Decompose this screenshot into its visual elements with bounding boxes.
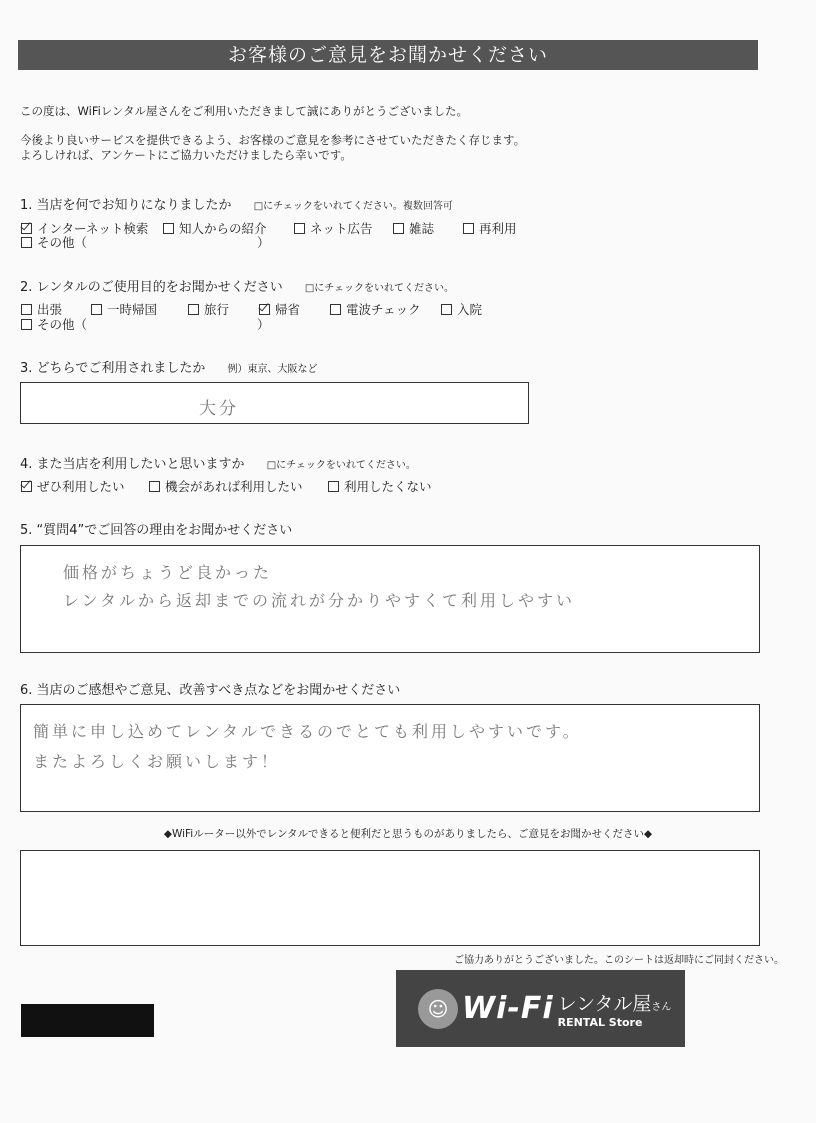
checkbox[interactable]	[463, 223, 474, 234]
q7-answer-box[interactable]	[20, 850, 760, 946]
question-4-label: 4. また当店を利用したいと思いますか	[20, 457, 245, 472]
q4-option-definitely[interactable]	[21, 477, 125, 495]
question-3-label: 3. どちらでご利用されましたか	[20, 361, 206, 376]
logo-jp-text: レンタル屋	[557, 992, 652, 1015]
option-label: 旅行	[204, 302, 230, 317]
paren-close: ）	[257, 235, 270, 250]
q3-handwritten-answer: 大分	[199, 399, 239, 419]
q4-option-no[interactable]	[328, 477, 432, 495]
q1-option-reuse[interactable]	[463, 219, 517, 237]
question-3	[20, 357, 318, 376]
question-1	[20, 194, 453, 213]
checkbox[interactable]	[294, 223, 305, 234]
checkbox[interactable]	[21, 237, 32, 248]
checkbox-checked[interactable]	[21, 223, 32, 234]
option-label: ぜひ利用したい	[37, 479, 125, 494]
option-label: その他	[37, 235, 75, 250]
question-2	[20, 276, 454, 295]
logo-san-text: さん	[651, 1001, 672, 1013]
question-2-label: 2. レンタルのご使用目的をお聞かせください	[20, 280, 283, 295]
checkbox[interactable]	[328, 481, 339, 492]
q6-handwritten-line-2: またよろしくお願いします！	[33, 752, 281, 771]
checkbox[interactable]	[91, 304, 102, 315]
mascot-icon: ☺	[418, 989, 458, 1029]
intro-line-1: この度は、WiFiレンタル屋さんをご利用いただきまして誠にありがとうございました。	[20, 104, 469, 118]
question-1-label: 1. 当店を何でお知りになりましたか	[20, 198, 232, 213]
q2-option-other[interactable]	[21, 315, 270, 333]
checkbox[interactable]	[441, 304, 452, 315]
option-label: 利用したくない	[344, 479, 432, 494]
question-5-label: 5. “質問4”でご回答の理由をお聞かせください	[20, 523, 293, 538]
q4-option-if-chance[interactable]	[149, 477, 303, 495]
option-label: 一時帰国	[107, 302, 158, 317]
option-label: ネット広告	[310, 221, 373, 236]
question-4-note: □にチェックをいれてください。	[266, 460, 416, 471]
checkbox[interactable]	[21, 319, 32, 330]
intro-line-3: よろしければ、アンケートにご協力いただけましたら幸いです。	[20, 148, 352, 162]
q2-option-signal-check[interactable]	[330, 300, 421, 318]
option-label: 帰省	[275, 302, 301, 317]
question-1-note: □にチェックをいれてください。複数回答可	[253, 201, 453, 212]
logo-wifi-text: Wi-Fi	[462, 991, 554, 1026]
brand-logo	[396, 970, 685, 1047]
q5-handwritten-line-2: レンタルから返却までの流れが分かりやすくて利用しやすい	[63, 591, 575, 610]
question-5	[20, 519, 292, 538]
option-label: 再利用	[479, 221, 517, 236]
footer-thanks: ご協力ありがとうございました。このシートは返却時にご同封ください。	[454, 955, 784, 966]
checkbox[interactable]	[163, 223, 174, 234]
option-label: 入院	[457, 302, 483, 317]
question-4	[20, 453, 416, 472]
option-label: 機会があれば利用したい	[165, 479, 303, 494]
intro-line-2: 今後より良いサービスを提供できるよう、お客様のご意見を参考にさせていただきたく存じます。	[20, 133, 526, 147]
option-label: その他	[37, 317, 75, 332]
logo-en-text: RENTAL Store	[557, 1015, 643, 1029]
q1-option-web-ad[interactable]	[294, 219, 373, 237]
checkbox[interactable]	[393, 223, 404, 234]
paren-open: （	[74, 317, 88, 332]
q6-answer-box[interactable]	[20, 704, 760, 812]
q1-option-magazine[interactable]	[393, 219, 434, 237]
option-label: インターネット検索	[37, 221, 149, 236]
option-label: 雑誌	[409, 221, 435, 236]
checkbox-checked[interactable]	[259, 304, 270, 315]
question-2-note: □にチェックをいれてください。	[304, 283, 454, 294]
checkbox-checked[interactable]	[21, 481, 32, 492]
q5-answer-box[interactable]	[20, 545, 760, 653]
checkbox[interactable]	[149, 481, 160, 492]
checkbox[interactable]	[188, 304, 199, 315]
option-label: 電波チェック	[346, 302, 421, 317]
paren-open: （	[74, 235, 88, 250]
question-7-label: ◆WiFiルーター以外でレンタルできると便利だと思うものがありましたら、ご意見をお聞かせください◆	[163, 828, 653, 840]
redaction-block	[21, 1004, 154, 1037]
q1-option-other[interactable]	[21, 233, 270, 251]
q6-handwritten-line-1: 簡単に申し込めてレンタルできるのでとても利用しやすいです。	[33, 722, 582, 741]
question-3-note: 例）東京、大阪など	[227, 364, 318, 375]
q3-answer-box[interactable]	[20, 382, 529, 424]
question-6-label: 6. 当店のご感想やご意見、改善すべき点などをお聞かせください	[20, 683, 401, 698]
checkbox[interactable]	[330, 304, 341, 315]
page-title: お客様のご意見をお聞かせください	[18, 40, 758, 70]
checkbox[interactable]	[21, 304, 32, 315]
option-label: 知人からの紹介	[179, 221, 267, 236]
option-label: 出張	[37, 302, 63, 317]
q5-handwritten-line-1: 価格がちょうど良かった	[63, 563, 273, 582]
question-6	[20, 679, 400, 698]
q2-option-hospital[interactable]	[441, 300, 482, 318]
paren-close: ）	[257, 317, 270, 332]
